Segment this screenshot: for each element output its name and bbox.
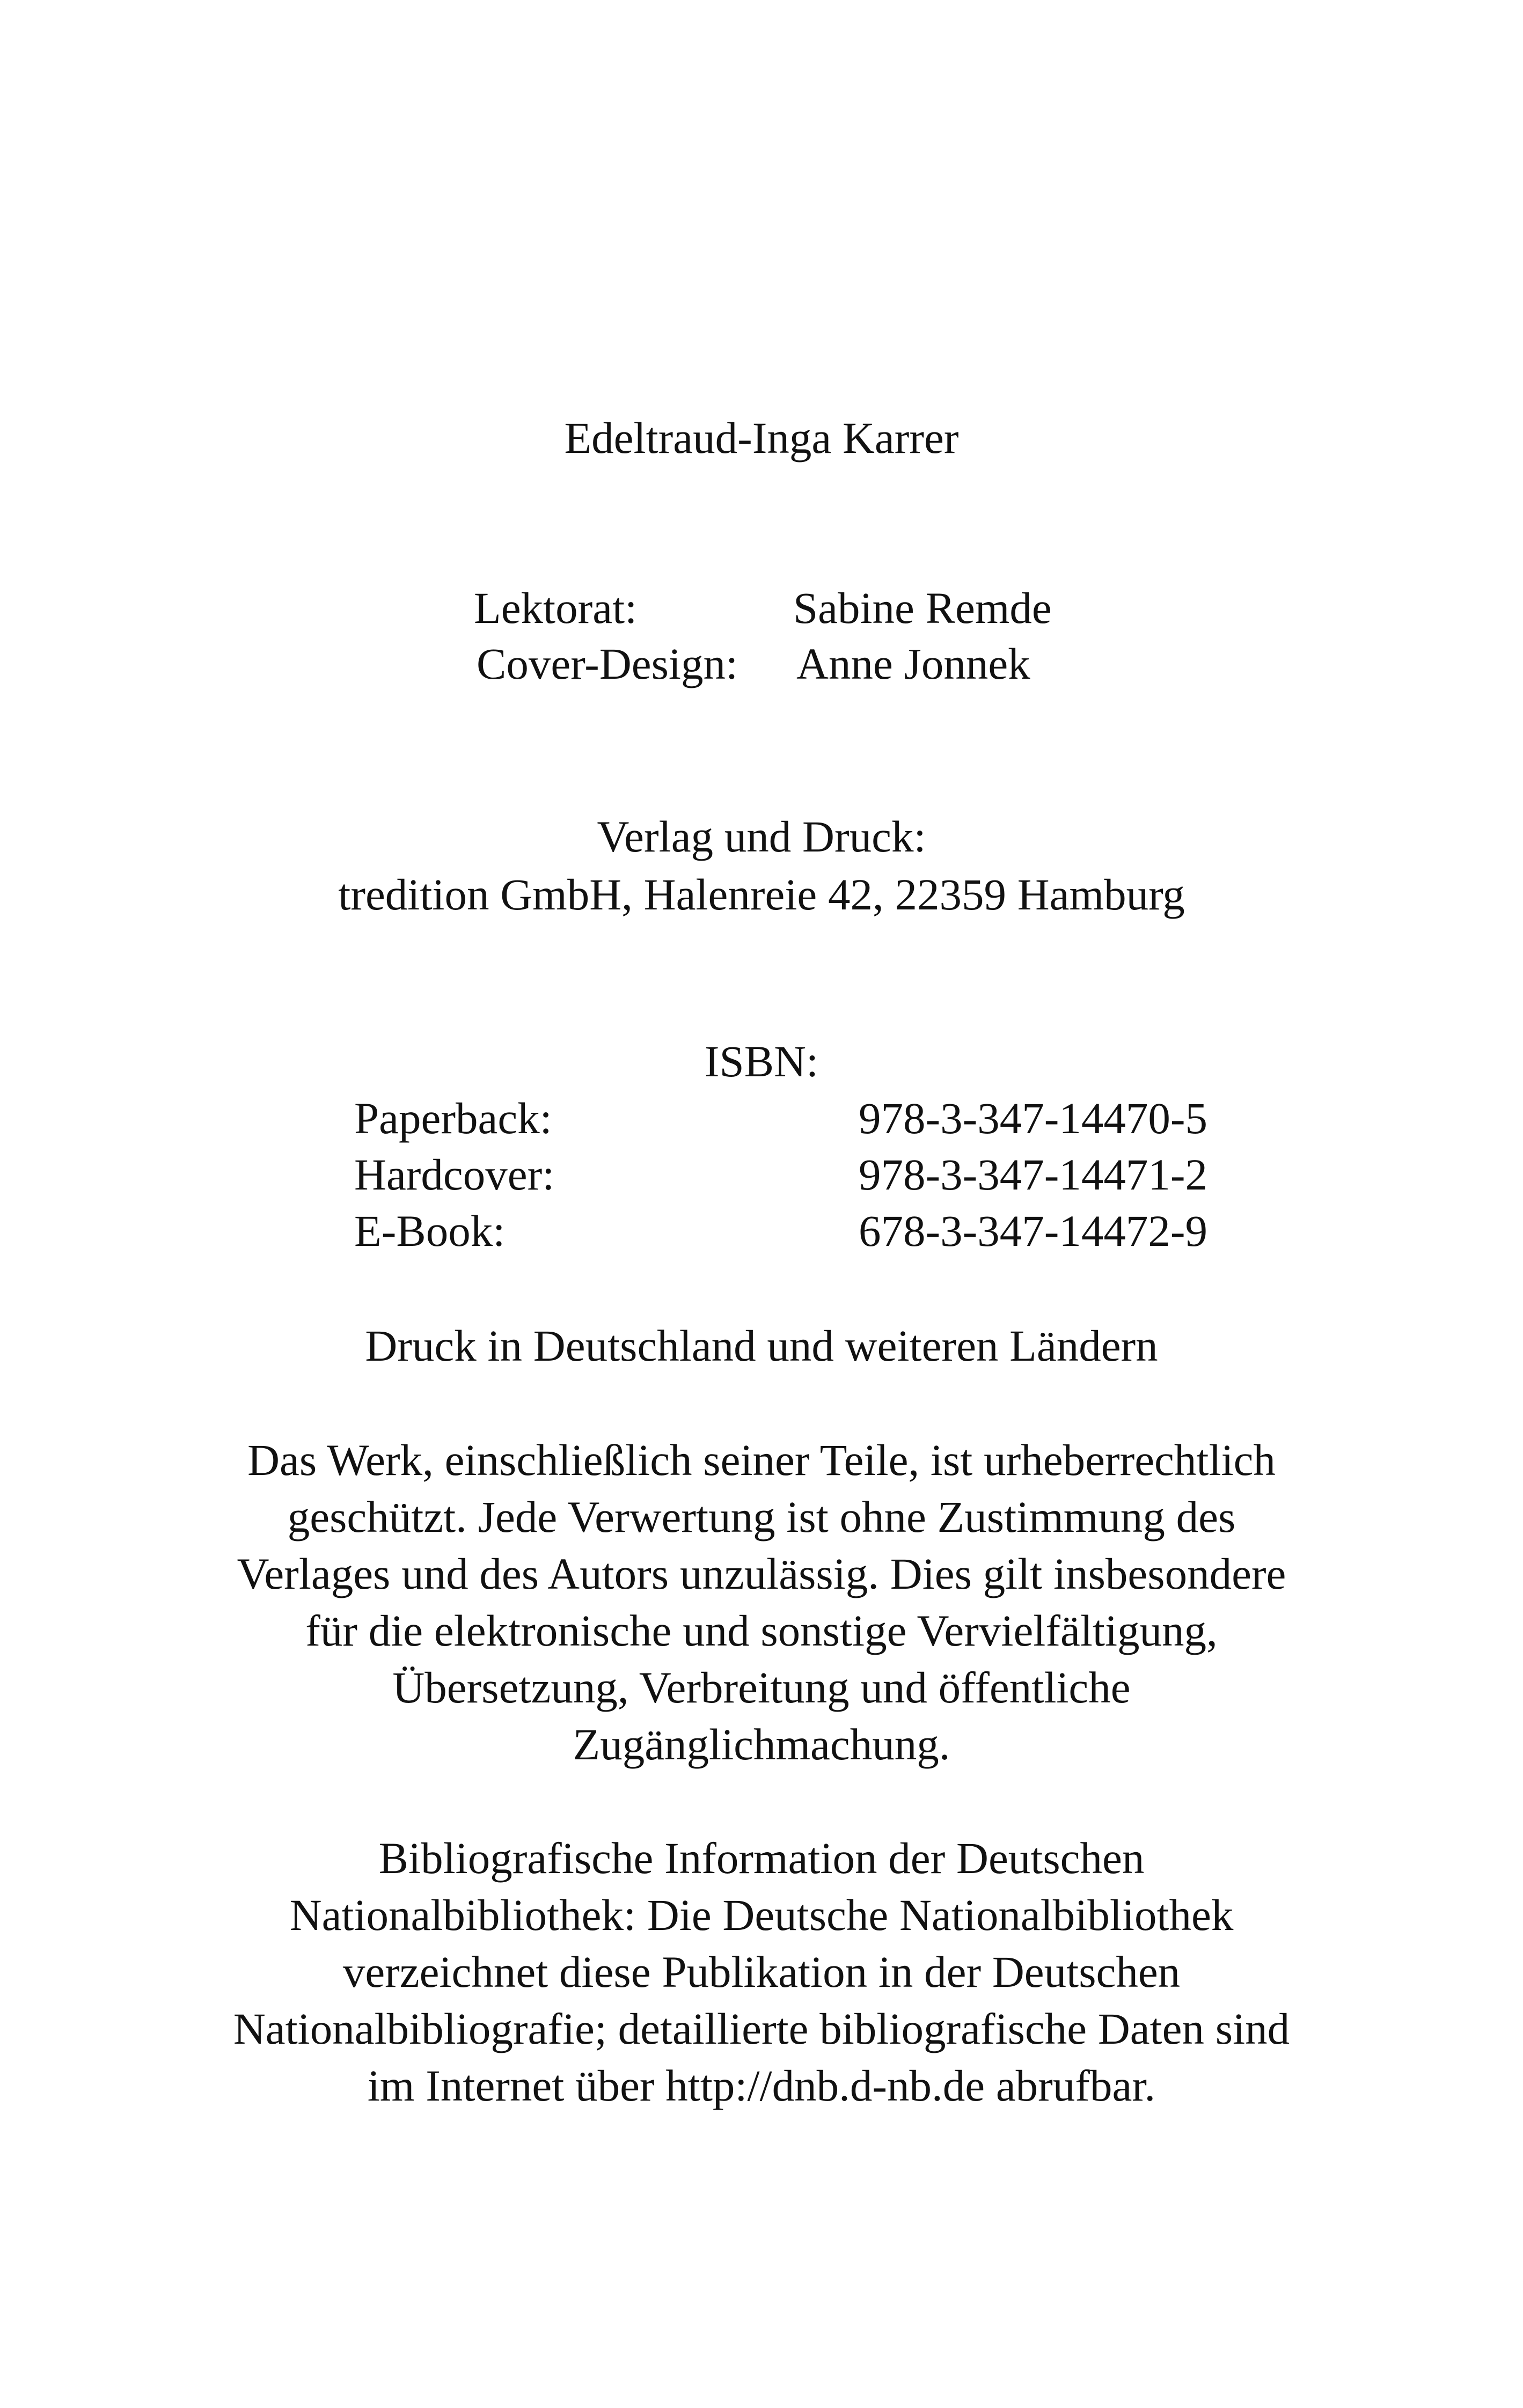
copyright-line: Verlages und des Autors unzulässig. Dies gilt insbesondere bbox=[237, 1549, 1286, 1598]
bibliography-line: Nationalbibliothek: Die Deutsche Nationalbibliothek bbox=[289, 1890, 1234, 1940]
copyright-line: Zugänglichmachung. bbox=[573, 1720, 950, 1769]
credit-role-lektorat: Lektorat: bbox=[474, 583, 638, 633]
publisher-address: tredition GmbH, Halenreie 42, 22359 Hamburg bbox=[338, 870, 1185, 919]
author-name: Edeltraud-Inga Karrer bbox=[564, 413, 959, 462]
isbn-heading: ISBN: bbox=[704, 1037, 819, 1086]
credit-role-cover-design: Cover-Design: bbox=[477, 639, 738, 688]
isbn-format-ebook: E-Book: bbox=[354, 1206, 506, 1256]
bibliography-line: im Internet über http://dnb.d-nb.de abrufbar. bbox=[367, 2061, 1156, 2110]
copyright-line: für die elektronische und sonstige Vervielfältigung, bbox=[305, 1606, 1218, 1655]
credit-name-lektorat: Sabine Remde bbox=[793, 583, 1052, 633]
isbn-format-paperback: Paperback: bbox=[354, 1093, 552, 1143]
print-note: Druck in Deutschland und weiteren Ländern bbox=[365, 1321, 1158, 1370]
isbn-number-hardcover: 978-3-347-14471-2 bbox=[858, 1150, 1207, 1199]
bibliography-line: Nationalbibliografie; detaillierte bibliografische Daten sind bbox=[233, 2004, 1290, 2053]
isbn-number-paperback: 978-3-347-14470-5 bbox=[858, 1093, 1207, 1143]
copyright-line: Das Werk, einschließlich seiner Teile, ist urheberrechtlich bbox=[247, 1435, 1276, 1485]
copyright-line: Übersetzung, Verbreitung und öffentliche bbox=[392, 1663, 1131, 1712]
credit-name-cover-design: Anne Jonnek bbox=[796, 639, 1030, 688]
isbn-number-ebook: 678-3-347-14472-9 bbox=[858, 1206, 1207, 1256]
bibliography-line: Bibliografische Information der Deutschen bbox=[378, 1833, 1145, 1883]
copyright-line: geschützt. Jede Verwertung ist ohne Zustimmung des bbox=[287, 1492, 1236, 1541]
isbn-format-hardcover: Hardcover: bbox=[354, 1150, 555, 1199]
bibliography-line: verzeichnet diese Publikation in der Deutschen bbox=[342, 1947, 1181, 1996]
publisher-heading: Verlag und Druck: bbox=[597, 812, 926, 861]
